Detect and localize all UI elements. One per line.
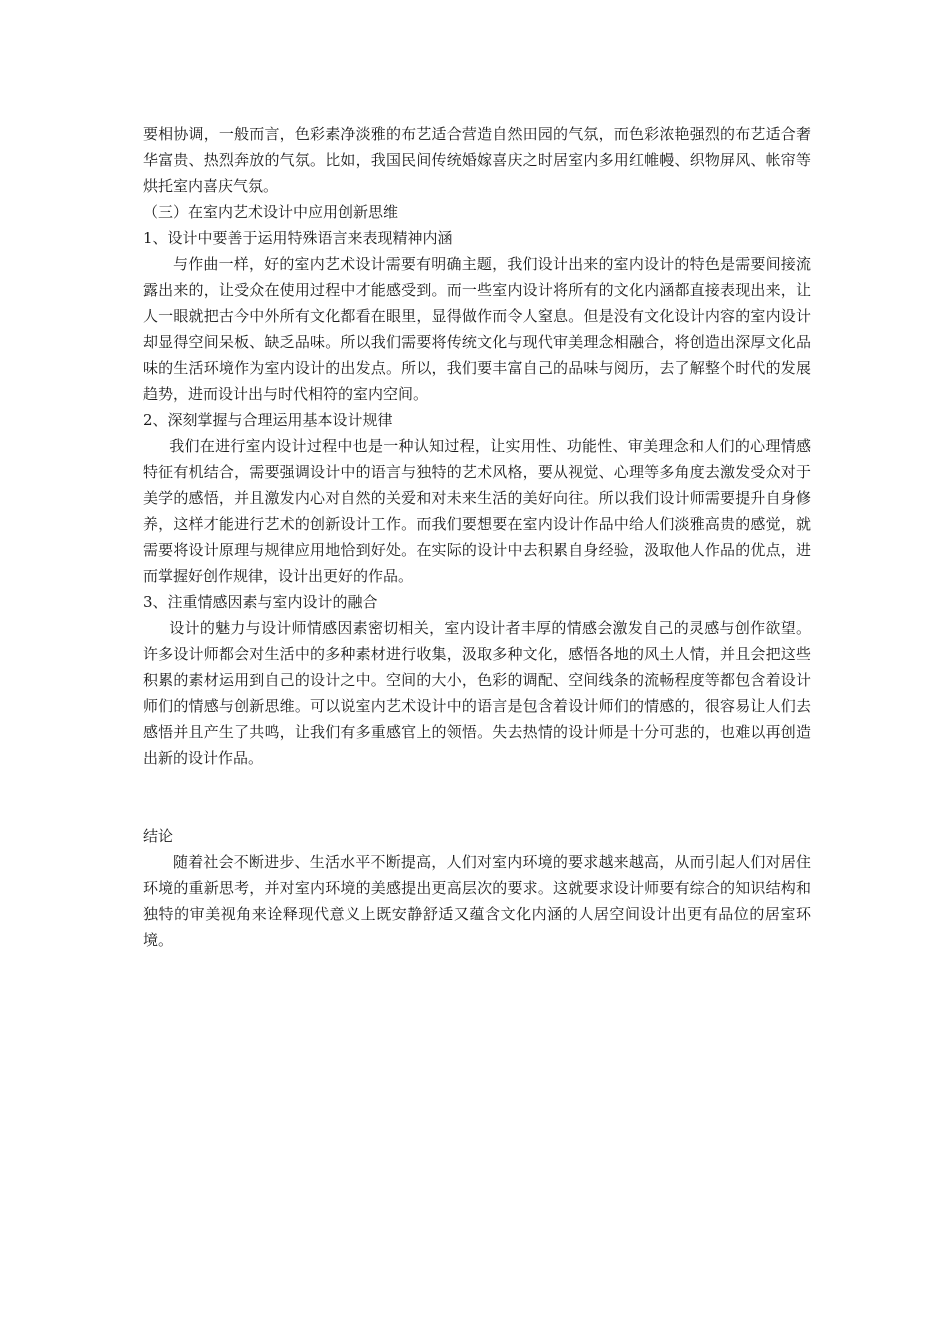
- document-body: [143, 121, 811, 953]
- intro-paragraph: 要相协调，一般而言，色彩素净淡雅的布艺适合营造自然田园的气氛，而色彩浓艳强烈的布艺适合奢华富贵、热烈奔放的气氛。比如，我国民间传统婚嫁喜庆之时居室内多用红帷幔、织物屏风、帐帘等烘托室内喜庆气氛。: [143, 125, 811, 195]
- point1-heading: 1、设计中要善于运用特殊语言来表现精神内涵: [143, 229, 453, 247]
- point3-heading: 3、注重情感因素与室内设计的融合: [143, 593, 378, 611]
- section-heading: （三）在室内艺术设计中应用创新思维: [143, 203, 399, 221]
- point2-paragraph: 我们在进行室内设计过程中也是一种认知过程，让实用性、功能性、审美理念和人们的心理情感特征有机结合，需要强调设计中的语言与独特的艺术风格，要从视觉、心理等多角度去激发受众对于美学的感悟，并且激发内心对自然的关爱和对未来生活的美好向往。所以我们设计师需要提升自身修养，这样才能进行艺术的创新设计工作。而我们要想要在室内设计作品中给人们淡雅高贵的感觉，就需要将设计原理与规律应用地恰到好处。在实际的设计中去积累自身经验，汲取他人作品的优点，进而掌握好创作规律，设计出更好的作品。: [143, 437, 811, 585]
- point3-paragraph: 设计的魅力与设计师情感因素密切相关，室内设计者丰厚的情感会激发自己的灵感与创作欲望。许多设计师都会对生活中的多种素材进行收集，汲取多种文化，感悟各地的风土人情，并且会把这些积累的素材运用到自己的设计之中。空间的大小，色彩的调配、空间线条的流畅程度等都包含着设计师们的情感与创新思维。可以说室内艺术设计中的语言是包含着设计师们的情感的，很容易让人们去感悟并且产生了共鸣，让我们有多重感官上的领悟。失去热情的设计师是十分可悲的，也难以再创造出新的设计作品。: [143, 619, 811, 767]
- conclusion-heading: 结论: [143, 827, 174, 845]
- point1-paragraph: 与作曲一样，好的室内艺术设计需要有明确主题，我们设计出来的室内设计的特色是需要间接流露出来的，让受众在使用过程中才能感受到。而一些室内设计将所有的文化内涵都直接表现出来，让人一眼就把古今中外所有文化都看在眼里，显得做作而令人窒息。但是没有文化设计内容的室内设计却显得空间呆板、缺乏品味。所以我们需要将传统文化与现代审美理念相融合，将创造出深厚文化品味的生活环境作为室内设计的出发点。所以，我们要丰富自己的品味与阅历，去了解整个时代的发展趋势，进而设计出与时代相符的室内空间。: [143, 255, 811, 403]
- section-spacer: [143, 771, 811, 823]
- conclusion-paragraph: 随着社会不断进步、生活水平不断提高，人们对室内环境的要求越来越高，从而引起人们对居住环境的重新思考，并对室内环境的美感提出更高层次的要求。这就要求设计师要有综合的知识结构和独特的审美视角来诠释现代意义上既安静舒适又蕴含文化内涵的人居空间设计出更有品位的居室环境。: [143, 853, 811, 949]
- point2-heading: 2、深刻掌握与合理运用基本设计规律: [143, 411, 393, 429]
